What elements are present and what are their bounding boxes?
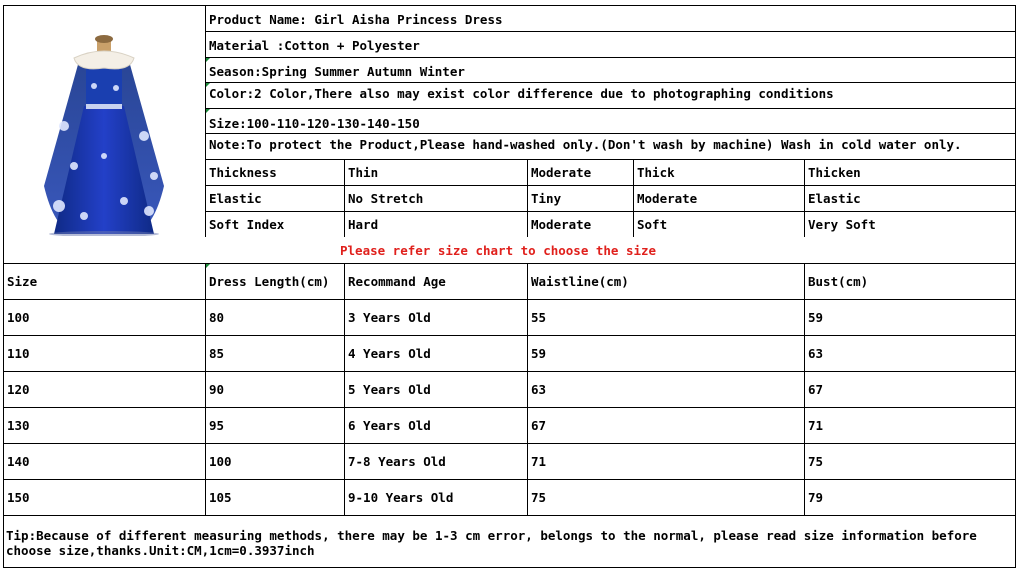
property-cell: Soft — [637, 217, 668, 232]
property-cell: Thin — [348, 165, 379, 180]
property-cell: No Stretch — [348, 191, 424, 206]
table-cell: 100 — [209, 454, 232, 469]
table-cell: 140 — [7, 454, 30, 469]
table-cell: 55 — [531, 310, 547, 325]
size-table-header: Bust(cm) — [808, 274, 869, 289]
table-cell: 75 — [808, 454, 824, 469]
table-cell: 5 Years Old — [348, 382, 431, 397]
property-cell: Thick — [637, 165, 675, 180]
size-chart-notice: Please refer size chart to choose the size — [340, 243, 657, 258]
product-season: Season:Spring Summer Autumn Winter — [209, 64, 465, 79]
table-cell: 7-8 Years Old — [348, 454, 446, 469]
table-cell: 95 — [209, 418, 225, 433]
product-material: Material :Cotton + Polyester — [209, 38, 420, 53]
dress-illustration — [4, 6, 204, 236]
table-cell: 85 — [209, 346, 225, 361]
table-cell: 63 — [531, 382, 547, 397]
table-cell: 75 — [531, 490, 547, 505]
property-cell: Elastic — [209, 191, 262, 206]
table-cell: 100 — [7, 310, 30, 325]
size-chart-sheet — [3, 5, 1016, 568]
table-cell: 80 — [209, 310, 225, 325]
product-photo — [4, 6, 204, 236]
property-cell: Moderate — [531, 217, 592, 232]
property-cell: Very Soft — [808, 217, 876, 232]
table-cell: 3 Years Old — [348, 310, 431, 325]
table-cell: 6 Years Old — [348, 418, 431, 433]
table-cell: 59 — [808, 310, 824, 325]
table-cell: 90 — [209, 382, 225, 397]
property-cell: Thicken — [808, 165, 861, 180]
table-cell: 59 — [531, 346, 547, 361]
size-table-header: Size — [7, 274, 38, 289]
table-cell: 79 — [808, 490, 824, 505]
size-table-header: Waistline(cm) — [531, 274, 629, 289]
property-cell: Moderate — [531, 165, 592, 180]
measurement-tip: Tip:Because of different measuring methods, there may be 1-3 cm error, belongs to the normal, please read size information before choose size,thanks.Unit:CM,1cm=0.3937inch — [6, 528, 977, 558]
product-size: Size:100-110-120-130-140-150 — [209, 116, 420, 131]
table-cell: 110 — [7, 346, 30, 361]
property-cell: Hard — [348, 217, 379, 232]
product-name: Product Name: Girl Aisha Princess Dress — [209, 12, 503, 27]
table-cell: 9-10 Years Old — [348, 490, 454, 505]
table-cell: 150 — [7, 490, 30, 505]
table-cell: 130 — [7, 418, 30, 433]
table-cell: 71 — [531, 454, 547, 469]
property-cell: Moderate — [637, 191, 698, 206]
table-cell: 105 — [209, 490, 232, 505]
table-cell: 71 — [808, 418, 824, 433]
product-color: Color:2 Color,There also may exist color difference due to photographing conditions — [209, 86, 834, 101]
table-cell: 67 — [531, 418, 547, 433]
table-cell: 120 — [7, 382, 30, 397]
product-note: Note:To protect the Product,Please hand-washed only.(Don't wash by machine) Wash in cold water only. — [209, 137, 962, 152]
property-cell: Soft Index — [209, 217, 285, 232]
size-table-header: Dress Length(cm) — [209, 274, 330, 289]
table-cell: 63 — [808, 346, 824, 361]
size-table-header: Recommand Age — [348, 274, 446, 289]
property-cell: Thickness — [209, 165, 277, 180]
table-cell: 4 Years Old — [348, 346, 431, 361]
property-cell: Elastic — [808, 191, 861, 206]
property-cell: Tiny — [531, 191, 562, 206]
table-cell: 67 — [808, 382, 824, 397]
